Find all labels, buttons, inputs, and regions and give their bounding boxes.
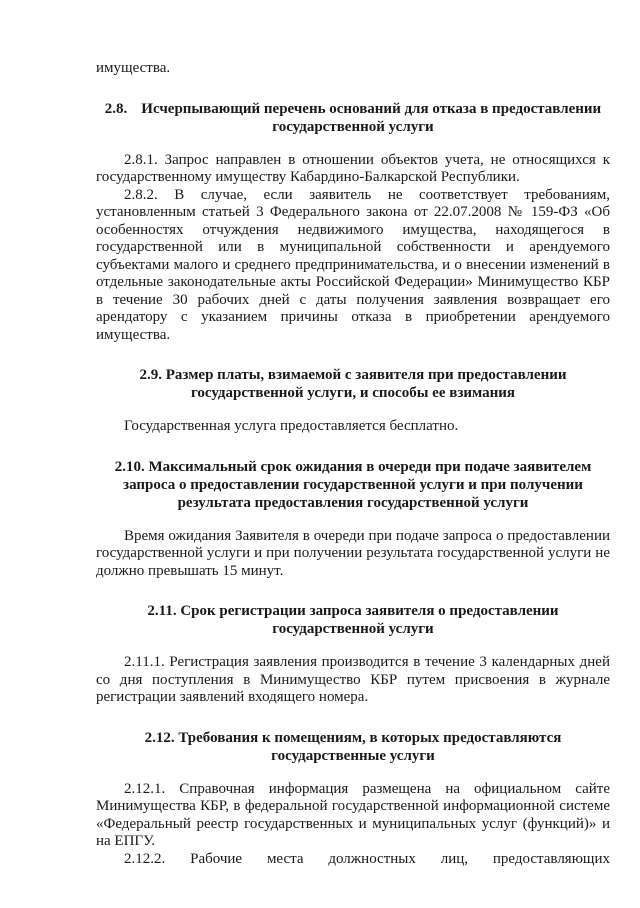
section-2-8-title-line2: государственной услуги [272, 118, 434, 135]
section-2-10-title-line3: результата предоставления государственной услуги [177, 494, 529, 511]
paragraph-2-12-1: 2.12.1. Справочная информация размещена на официальном сайте Минимущества КБР, в федеральной государственной информационной системе «Федеральный реестр государственных и муниципальных услуг (функций)» и на ЕПГУ. [96, 780, 610, 849]
intro-fragment: имущества. [96, 60, 171, 76]
section-2-9-heading [96, 366, 610, 402]
section-2-10 [96, 458, 610, 581]
section-2-9 [96, 366, 610, 436]
section-2-8 [96, 100, 610, 345]
section-2-12-title-line1: 2.12. Требования к помещениям, в которых предоставляются [144, 729, 562, 746]
section-2-8-number: 2.8. [104, 100, 128, 117]
section-2-10-title-line1: 2.10. Максимальный срок ожидания в очереди при подаче заявителем [114, 458, 592, 475]
paragraph-2-9-1: Государственная услуга предоставляется бесплатно. [124, 418, 459, 434]
paragraph-2-10-1: Время ожидания Заявителя в очереди при подаче запроса о предоставлении государственной услуги и при получении результата государственной услуги не должно превышать 15 минут. [96, 527, 610, 579]
section-2-10-title-line2: запроса о предоставлении государственной услуги и при получении [123, 476, 583, 493]
section-2-10-heading [96, 458, 610, 512]
section-2-9-title-line1: 2.9. Размер платы, взимаемой с заявителя при предоставлении [139, 367, 567, 383]
paragraph-2-12-2: 2.12.2. Рабочие места должностных лиц, предоставляющих [124, 850, 610, 867]
section-2-11 [96, 602, 610, 707]
section-2-11-title-line1: 2.11. Срок регистрации запроса заявителя о предоставлении [147, 603, 559, 619]
paragraph-2-8-1: 2.8.1. Запрос направлен в отношении объектов учета, не относящихся к государственному имуществу Кабардино-Балкарской Республики. [96, 151, 610, 185]
section-2-12 [96, 729, 610, 869]
paragraph-2-8-2: 2.8.2. В случае, если заявитель не соответствует требованиям, установленным статьей 3 Федерального закона от 22.07.2008 № 159-ФЗ «Об особенностях отчуждения недвижимого имущества, находящегося в государственной или в муниципальной собственности и арендуемого субъектами малого и среднего предпринимательства, и о внесении изменений в отдельные законодательные акты Российской Федерации» Минимущество КБР в течение 30 рабочих дней с даты получения заявления возвращает его арендатору с указанием причины отказа в приобретении арендуемого имущества. [96, 186, 610, 343]
section-2-9-title-line2: государственной услуги, и способы ее взимания [190, 385, 516, 401]
paragraph-2-11-1: 2.11.1. Регистрация заявления производится в течение 3 календарных дней со дня поступления в Минимущество КБР путем присвоения в журнале регистрации заявлений входящего номера. [96, 654, 610, 705]
section-2-12-heading [96, 729, 610, 765]
section-2-8-title-line1: Исчерпывающий перечень оснований для отказа в предоставлении [141, 100, 602, 117]
section-2-12-title-line2: государственные услуги [271, 747, 435, 764]
section-2-11-heading [96, 602, 610, 638]
section-2-11-title-line2: государственной услуги [272, 621, 434, 637]
section-2-8-heading [96, 100, 610, 136]
